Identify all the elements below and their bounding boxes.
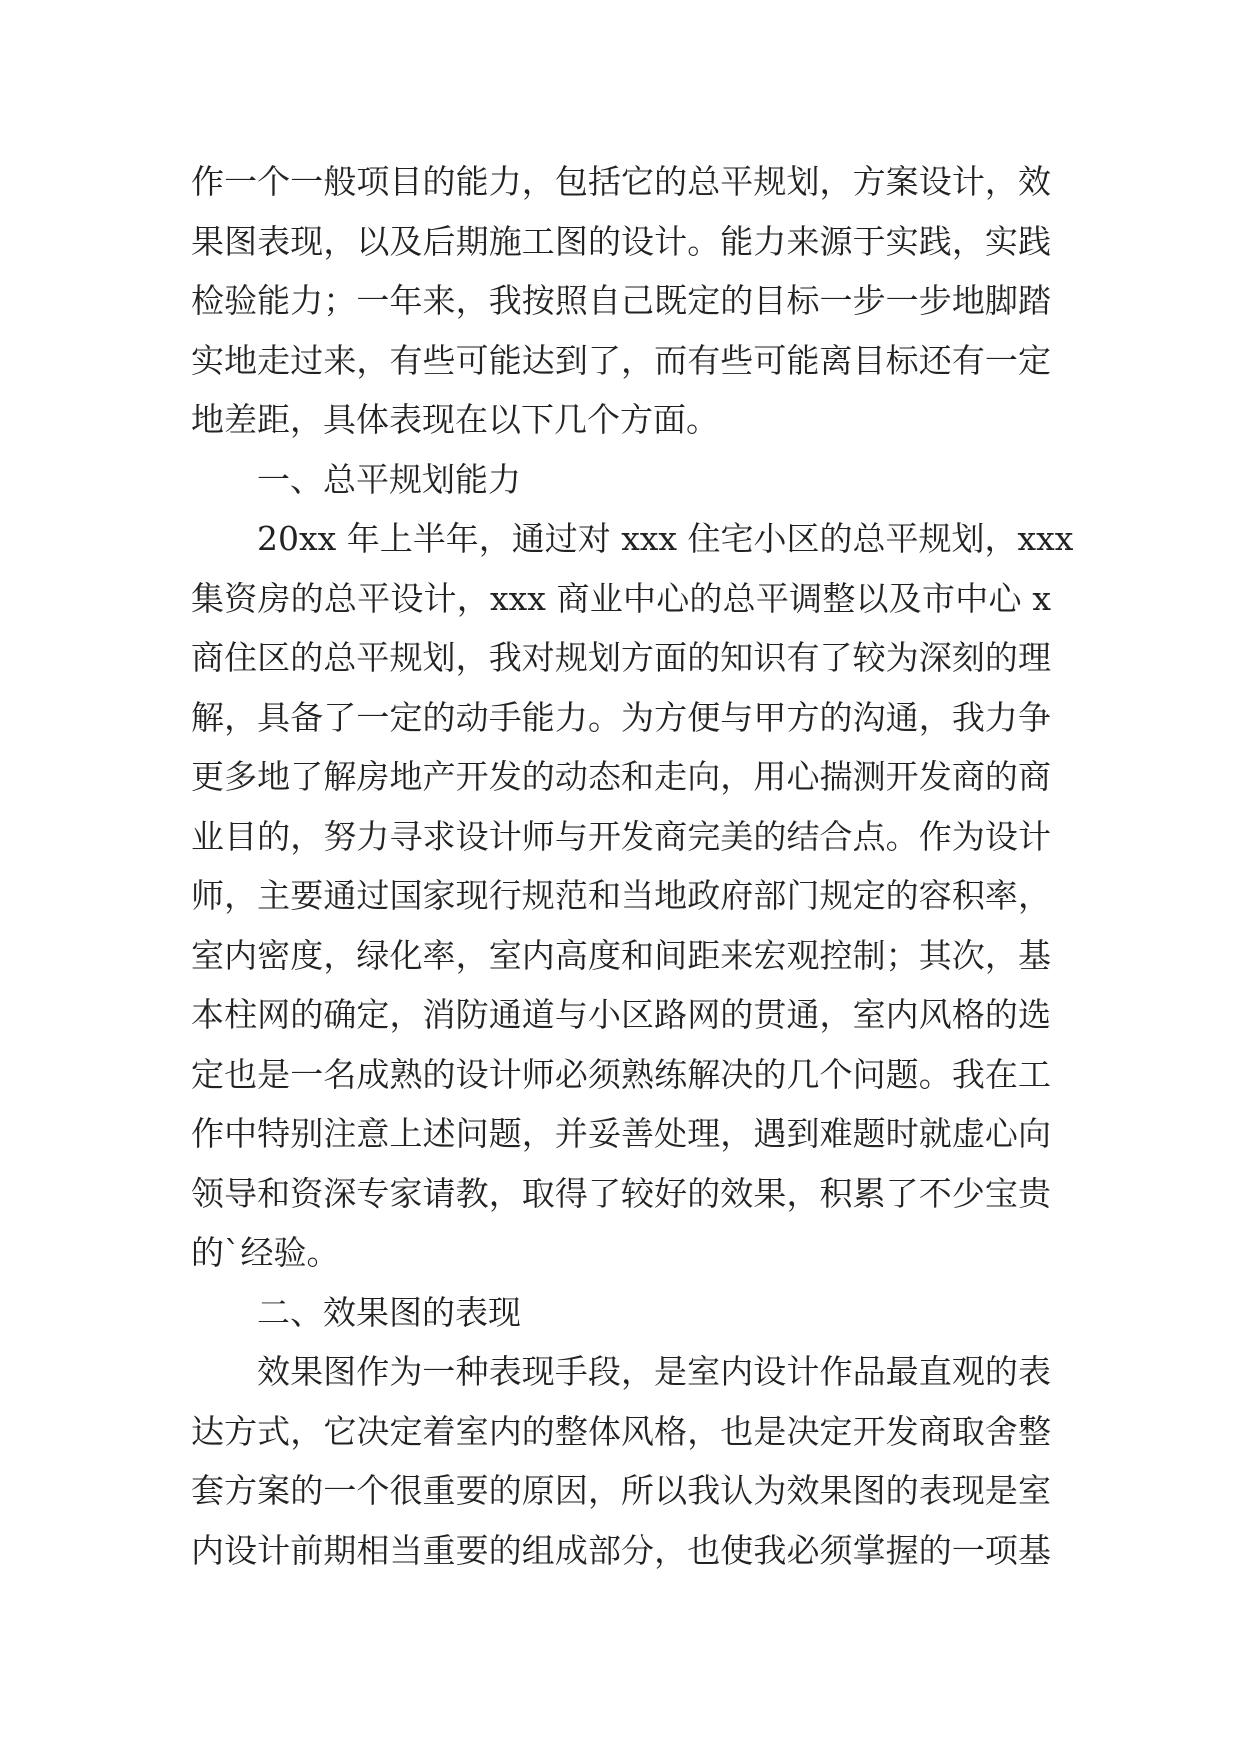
body-line: 的`经验。 — [191, 1233, 340, 1272]
body-line: 师，主要通过国家现行规范和当地政府部门规定的容积率， — [191, 876, 1051, 915]
section-heading: 二、效果图的表现 — [257, 1292, 521, 1332]
body-line: 检验能力；一年来，我按照自己既定的目标一步一步地脚踏 — [191, 281, 1051, 320]
body-line: 定也是一名成熟的设计师必须熟练解决的几个问题。我在工 — [191, 1054, 1051, 1094]
body-line: 作一个一般项目的能力，包括它的总平规划，方案设计，效 — [191, 162, 1051, 201]
body-line: 实地走过来，有些可能达到了，而有些可能离目标还有一定 — [191, 340, 1051, 380]
body-line: 内设计前期相当重要的组成部分，也使我必须掌握的一项基 — [191, 1530, 1051, 1570]
body-line: 套方案的一个很重要的原因，所以我认为效果图的表现是室 — [191, 1471, 1051, 1510]
body-line: 20xx 年上半年，通过对 xxx 住宅小区的总平规划，xxx — [257, 519, 1074, 558]
section-heading: 一、总平规划能力 — [257, 459, 521, 499]
body-line: 商住区的总平规划，我对规划方面的知识有了较为深刻的理 — [191, 638, 1051, 677]
body-line: 室内密度，绿化率，室内高度和间距来宏观控制；其次，基 — [191, 935, 1051, 975]
body-line: 地差距，具体表现在以下几个方面。 — [191, 400, 719, 439]
body-line: 业目的，努力寻求设计师与开发商完美的结合点。作为设计 — [191, 816, 1051, 856]
document-body — [191, 152, 1074, 1580]
body-line: 本柱网的确定，消防通道与小区路网的贯通，室内风格的选 — [191, 995, 1051, 1034]
body-line: 领导和资深专家请教，取得了较好的效果，积累了不少宝贵 — [191, 1173, 1051, 1213]
body-line: 解，具备了一定的动手能力。为方便与甲方的沟通，我力争 — [191, 697, 1051, 737]
body-line: 集资房的总平设计，xxx 商业中心的总平调整以及市中心 x — [191, 578, 1051, 618]
body-line: 作中特别注意上述问题，并妥善处理，遇到难题时就虚心向 — [191, 1114, 1051, 1153]
body-line: 更多地了解房地产开发的动态和走向，用心揣测开发商的商 — [191, 757, 1051, 796]
body-line: 达方式，它决定着室内的整体风格，也是决定开发商取舍整 — [191, 1411, 1051, 1451]
body-line: 果图表现，以及后期施工图的设计。能力来源于实践，实践 — [191, 221, 1051, 261]
body-line: 效果图作为一种表现手段，是室内设计作品最直观的表 — [257, 1352, 1051, 1391]
